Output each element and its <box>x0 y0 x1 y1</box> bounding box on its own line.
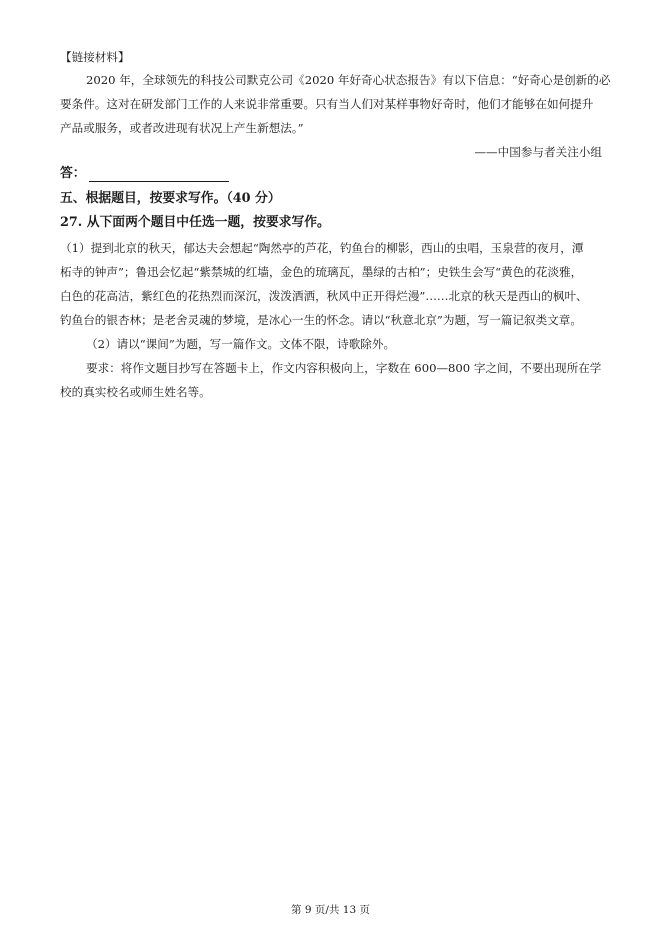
option-1-line-2: 柘寺的钟声”；鲁迅会忆起“紫禁城的红墙，金色的琉璃瓦，墨绿的古柏”；史铁生会写“黄色的花淡雅， <box>60 265 583 279</box>
answer-label: 答： <box>60 166 86 181</box>
link-material-line-2: 要条件。这对在研发部门工作的人来说非常重要。只有当人们对某样事物好奇时，他们才能够在如何提升 <box>60 97 594 111</box>
option-1-line-3: 白色的花高洁，紫红色的花热烈而深沉，泼泼洒洒，秋风中正开得烂漫”……北京的秋天是西山的枫叶、 <box>60 289 588 303</box>
answer-row <box>60 166 229 182</box>
link-material-line-3: 产品或服务，或者改进现有状况上产生新想法。” <box>60 121 304 135</box>
link-material-heading: 【链接材料】 <box>60 50 130 64</box>
requirement-line-1: 要求：将作文题目抄写在答题卡上，作文内容积极向上，字数在 600—800 字之间，不要出现所在学 <box>86 361 602 375</box>
requirement-line-2: 校的真实校名或师生姓名等。 <box>60 385 211 399</box>
answer-blank-line <box>89 169 229 182</box>
link-material-source: ——中国参与者关注小组 <box>474 145 602 159</box>
question-27-title: 27. 从下面两个题目中任选一题，按要求写作。 <box>60 215 330 230</box>
option-2: （2）请以“课间”为题，写一篇作文。文体不限，诗歌除外。 <box>86 337 396 351</box>
link-material-line-1: 2020 年，全球领先的科技公司默克公司《2020 年好奇心状态报告》有以下信息：“好奇心是创新的必 <box>86 73 611 87</box>
option-1-line-1: （1）提到北京的秋天，郁达夫会想起“陶然亭的芦花，钓鱼台的柳影，西山的虫唱，玉泉营的夜月，潭 <box>60 241 584 255</box>
page-footer: 第 9 页/共 13 页 <box>291 904 370 916</box>
section-5-title: 五、根据题目，按要求写作。（40 分） <box>60 191 281 206</box>
option-1-line-4: 钓鱼台的银杏林；是老舍灵魂的梦境，是冰心一生的怀念。请以“秋意北京”为题，写一篇记叙类文章。 <box>60 313 582 327</box>
